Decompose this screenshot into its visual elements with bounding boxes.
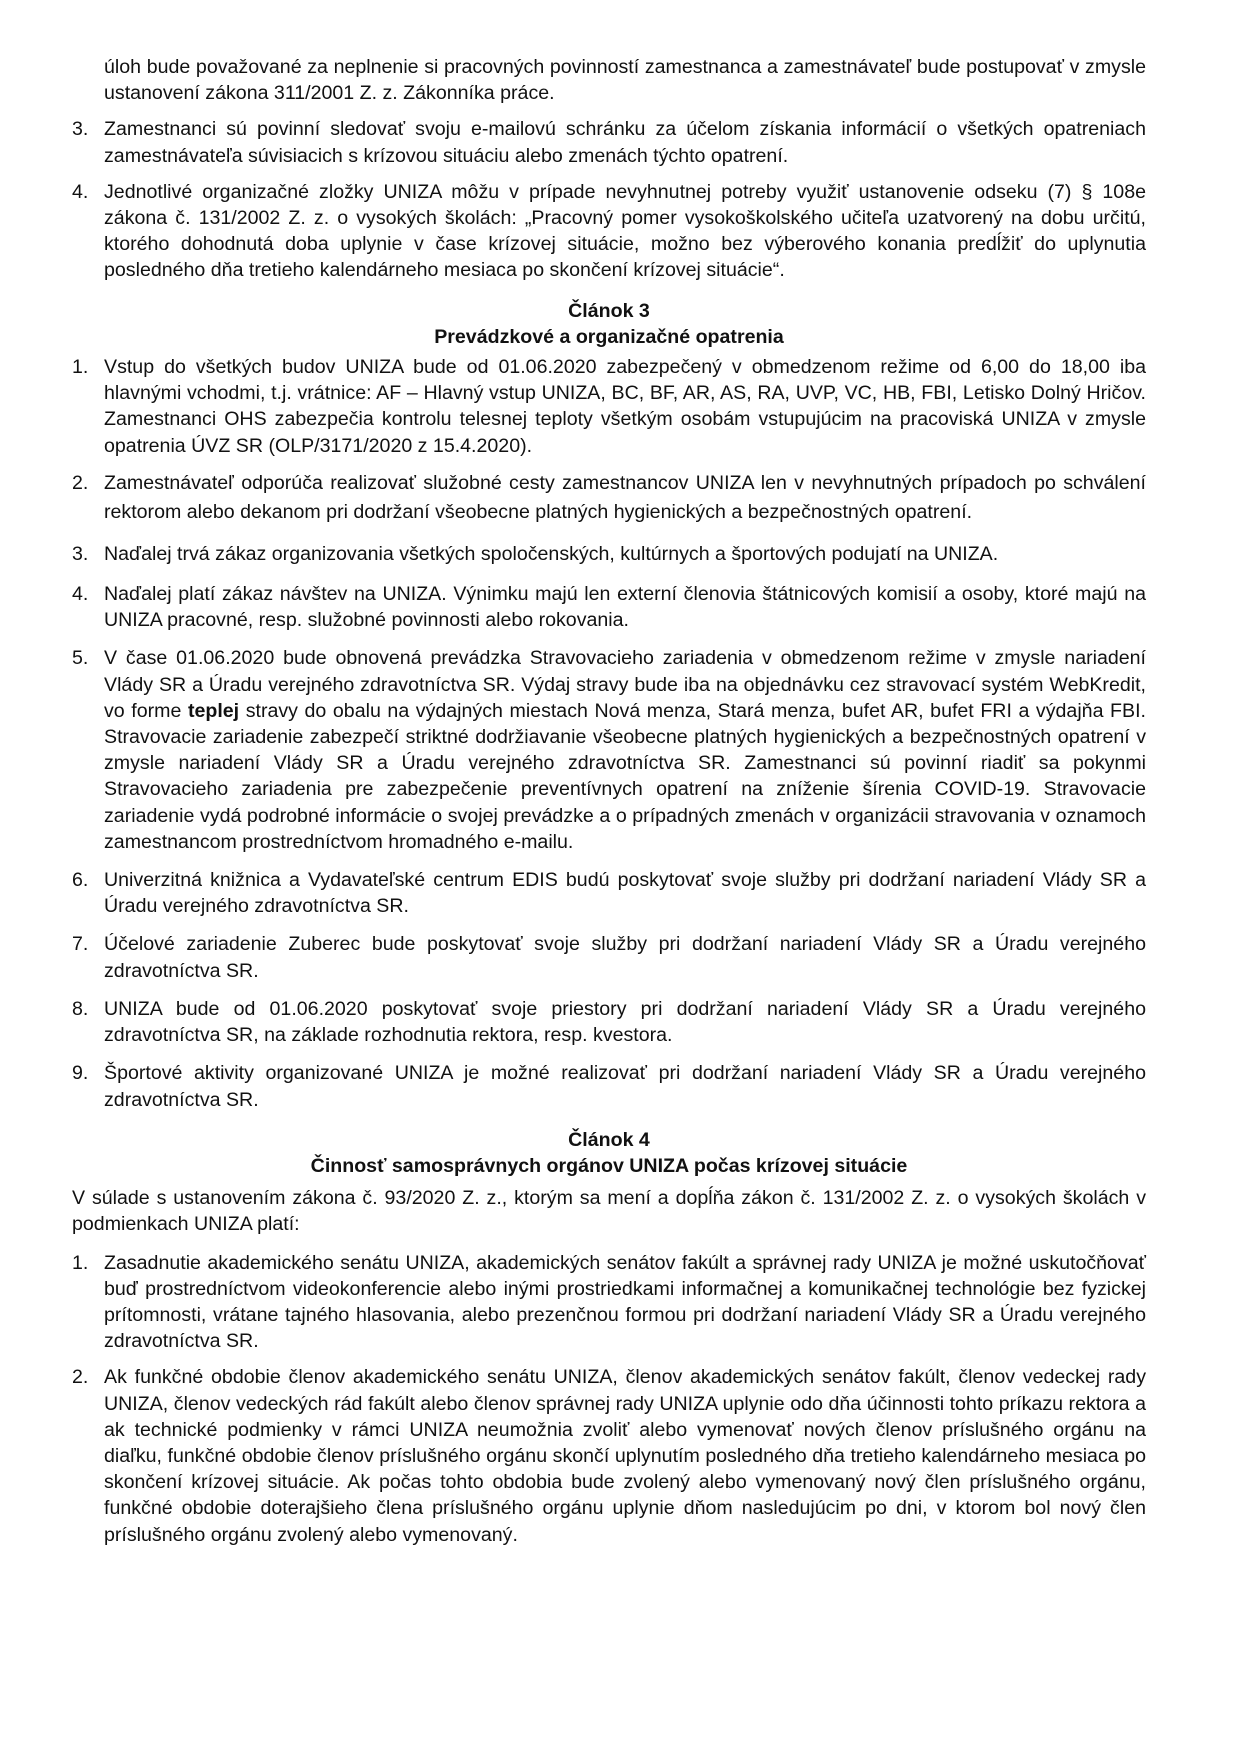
list-number: 5. (72, 647, 89, 670)
list-item-art4-1 (72, 1250, 1146, 1355)
list-text-part: stravy do obalu na výdajných miestach Nová menza, Stará menza, bufet AR, bufet FRI a výdajňa FBI. Stravovacie zariadenie zabezpečí striktné dodržiavanie všeobecne platných hygienických a bezpečnostných opatrení v zmysle nariadení Vlády SR a Úradu verejného zdravotníctva SR. Zamestnanci sú povinní riadiť sa pokynmi Stravovacieho zariadenia pre zabezpečenie preventívnych opatrení na zníženie šírenia COVID-19. Stravovacie zariadenie vydá podrobné informácie o svojej prevádzke a o prípadných zmenách v organizácii stravovania v oznamoch zamestnancom prostredníctvom hromadného e-mailu. (104, 699, 1146, 853)
list-number: 9. (72, 1062, 89, 1085)
list-text: Zamestnanci sú povinní sledovať svoju e-mailovú schránku za účelom získania informácií o všetkých opatreniach zamestnávateľa súvisiacich s krízovou situáciu alebo zmenách týchto opatrení. (104, 118, 1146, 167)
list-text (104, 645, 1146, 855)
list-number: 3. (72, 118, 89, 141)
list-text-part: V čase 01.06.2020 bude obnovená prevádzka Stravovacieho zariadenia v obmedzenom režime v zmysle nariadení Vlády SR a Úradu verejného zdravotníctva SR. Výdaj stravy bude iba na objednávku cez stravovací systém WebKredit, vo forme (104, 647, 1146, 722)
list-text: Zasadnutie akademického senátu UNIZA, akademických senátov fakúlt a správnej rady UNIZA je možné uskutočňovať buď prostredníctvom videokonferencie alebo inými prostriedkami informačnej a komunikačnej technológie bez fyzickej prítomnosti, vrátane tajného hlasovania, alebo prezenčnou formou pri dodržaní nariadení Vlády SR a Úradu verejného zdravotníctva SR. (104, 1251, 1146, 1353)
article-3-number: Článok 3 (568, 299, 650, 322)
list-item-art3-3 (72, 541, 1146, 567)
list-text: Naďalej platí zákaz návštev na UNIZA. Výnimku majú len externí členovia štátnicových komisií a osoby, ktoré majú na UNIZA pracovné, resp. služobné povinnosti alebo rokovania. (104, 583, 1146, 632)
list-text: Univerzitná knižnica a Vydavateľské centrum EDIS budú poskytovať svoje služby pri dodržaní nariadení Vlády SR a Úradu verejného zdravotníctva SR. (104, 869, 1146, 918)
list-number: 7. (72, 933, 89, 956)
article-4-title: Činnosť samosprávnych orgánov UNIZA počas krízovej situácie (310, 1154, 908, 1177)
list-item-art3-9 (72, 1060, 1146, 1112)
list-item-art3-6 (72, 867, 1146, 919)
article-4-intro: V súlade s ustanovením zákona č. 93/2020 Z. z., ktorým sa mení a dopĺňa zákon č. 131/2002 Z. z. o vysokých školách v podmienkach UNIZA platí: (72, 1187, 1146, 1236)
list-item-art3-5 (72, 645, 1146, 855)
list-text: UNIZA bude od 01.06.2020 poskytovať svoje priestory pri dodržaní nariadení Vlády SR a Úradu verejného zdravotníctva SR, na základe rozhodnutia rektora, resp. kvestora. (104, 997, 1146, 1047)
list-text: Vstup do všetkých budov UNIZA bude od 01.06.2020 zabezpečený v obmedzenom režime od 6,00 do 18,00 iba hlavnými vchodmi, t.j. vrátnice: AF – Hlavný vstup UNIZA, BC, BF, AR, AS, RA, UVP, VC, HB, FBI, Letisko Dolný Hričov. Zamestnanci OHS zabezpečia kontrolu telesnej teploty všetkým osobám vstupujúcim na pracoviská UNIZA v zmysle opatrenia ÚVZ SR (OLP/3171/2020 z 15.4.2020). (104, 356, 1146, 457)
list-item-art3-4 (72, 581, 1146, 633)
list-number: 4. (72, 583, 89, 606)
list-text: Zamestnávateľ odporúča realizovať služobné cesty zamestnancov UNIZA len v nevyhnutných prípadoch po schválení rektorom alebo dekanom pri dodržaní všeobecne platných hygienických a bezpečnostných opatrení. (104, 471, 1146, 523)
list-text: Naďalej trvá zákaz organizovania všetkých spoločenských, kultúrnych a športových podujatí na UNIZA. (104, 542, 999, 565)
list-text: Jednotlivé organizačné zložky UNIZA môžu v prípade nevyhnutnej potreby využiť ustanovenie odseku (7) § 108e zákona č. 131/2002 Z. z. o vysokých školách: „Pracovný pomer vysokoškolského učiteľa uzatvorený na dobu určitú, ktorého dohodnutá doba uplynie v čase krízovej situácie, možno bez výberového konania predĺžiť do uplynutia posledného dňa tretieho kalendárneho mesiaca po skončení krízovej situácie“. (104, 180, 1146, 282)
list-number: 8. (72, 997, 89, 1020)
list-number: 2. (72, 1366, 89, 1389)
list-item-art4-2 (72, 1364, 1146, 1547)
list-text: Športové aktivity organizované UNIZA je možné realizovať pri dodržaní nariadení Vlády SR a Úradu verejného zdravotníctva SR. (104, 1062, 1146, 1111)
list-number: 1. (72, 356, 89, 379)
list-item-art3-1 (72, 354, 1146, 459)
list-item-art3-8 (72, 996, 1146, 1048)
article-4-number: Článok 4 (568, 1128, 650, 1151)
bold-emphasis: teplej (187, 699, 240, 722)
list-text: Ak funkčné obdobie členov akademického senátu UNIZA, členov akademických senátov fakúlt, členov vedeckej rady UNIZA, členov vedeckých rád fakúlt alebo členov správnej rady UNIZA uplynie odo dňa účinnosti tohto príkazu rektora a ak technické podmienky v rámci UNIZA neumožnia zvoliť alebo vymenovať nových členov príslušného orgánu na diaľku, funkčné obdobie členov príslušného orgánu skončí uplynutím posledného dňa tretieho kalendárneho mesiaca po skončení krízovej situácie. Ak počas tohto obdobia bude zvolený alebo vymenovaný nový člen príslušného orgánu, funkčné obdobie doterajšieho člena príslušného orgánu uplynie dňom nasledujúcim po dni, v ktorom bol nový člen príslušného orgánu zvolený alebo vymenovaný. (104, 1366, 1146, 1546)
list-number: 6. (72, 869, 89, 892)
list-item-art3-2 (72, 469, 1146, 527)
list-item-art2-3 (72, 116, 1146, 168)
list-text: Účelové zariadenie Zuberec bude poskytovať svoje služby pri dodržaní nariadení Vlády SR a Úradu verejného zdravotníctva SR. (104, 933, 1146, 982)
continuation-paragraph: úloh bude považované za neplnenie si pracovných povinností zamestnanca a zamestnávateľ bude postupovať v zmysle ustanovení zákona 311/2001 Z. z. Zákonníka práce. (104, 56, 1146, 105)
list-number: 1. (72, 1251, 89, 1274)
list-item-art3-7 (72, 931, 1146, 983)
list-number: 2. (72, 471, 89, 494)
list-number: 4. (72, 180, 89, 203)
list-item-art2-4 (72, 179, 1146, 284)
list-number: 3. (72, 542, 89, 565)
article-3-title: Prevádzkové a organizačné opatrenia (434, 325, 784, 348)
